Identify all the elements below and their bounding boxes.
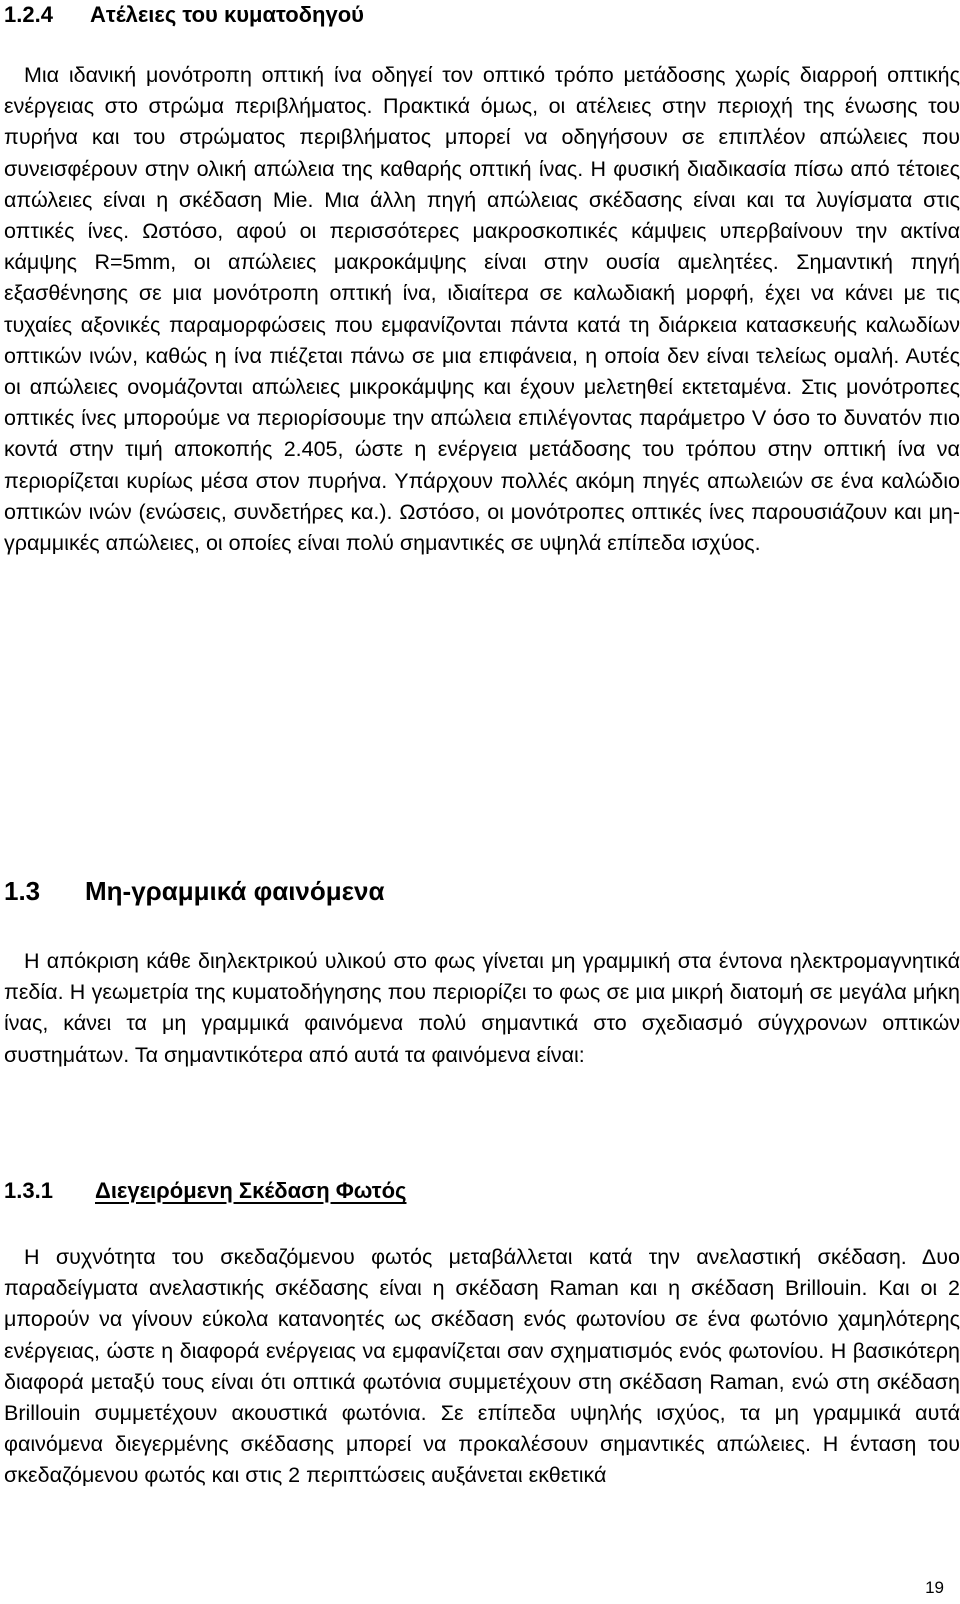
section-heading-1-3 (4, 876, 384, 907)
section-number: 1.3 (4, 876, 41, 906)
section-number: 1.3.1 (4, 1178, 53, 1203)
page-number: 19 (925, 1578, 944, 1597)
section-heading-1-3-1 (4, 1178, 406, 1204)
paragraph-stimulated-scattering: Η συχνότητα του σκεδαζόμενου φωτός μεταβάλλεται κατά την ανελαστική σκέδαση. Δυο παραδείγματα ανελαστικής σκέδασης είναι η σκέδαση Raman και η σκέδαση Brillouin. Και οι 2 μπορούν να γίνουν εύκολα κατανοητές ως σκέδαση ενός φωτονίου σε ένα φωτόνιο χαμηλότερης ενέργειας, ώστε η διαφορά ενέργειας να εμφανίζεται σαν σχηματισμός ενός φωτονίου. Η βασικότερη διαφορά μεταξύ τους είναι ότι οπτικά φωτόνια συμμετέχουν στη σκέδαση Raman, ενώ στη σκέδαση Brillouin συμμετέχουν ακουστικά φωτόνια. Σε επίπεδα υψηλής ισχύος, τα μη γραμμικά αυτά φαινόμενα διεγερμένης σκέδασης μπορεί να προκαλέσουν σημαντικές απώλειες. Η ένταση του σκεδαζόμενου φωτός και στις 2 περιπτώσεις αυξάνεται εκθετικά (4, 1245, 960, 1488)
paragraph-waveguide-imperfections: Μια ιδανική μονότροπη οπτική ίνα οδηγεί τον οπτικό τρόπο μετάδοσης χωρίς διαρροή οπτικής ενέργειας στο στρώμα περιβλήματος. Πρακτικά όμως, οι ατέλειες στην περιοχή της ένωσης του πυρήνα και του στρώματος περιβλήματος μπορεί να οδηγήσουν σε επιπλέον απώλειες που συνεισφέρουν στην ολική απώλεια της καθαρής οπτική ίνας. Η φυσική διαδικασία πίσω από τέτοιες απώλειες είναι η σκέδαση Mie. Μια άλλη πηγή απώλειας σκέδασης είναι και τα λυγίσματα στις οπτικές ίνες. Ωστόσο, αφού οι περισσότερες μακροσκοπικές κάμψεις υπερβαίνουν την ακτίνα κάμψης R=5mm, οι απώλειες μακροκάμψης είναι στην ουσία αμελητέες. Σημαντική πηγή εξασθένησης σε μια μονότροπη οπτική ίνα, ιδιαίτερα σε καλωδιακή μορφή, έχει να κάνει με τις τυχαίες αξονικές παραμορφώσεις που εμφανίζονται πάντα κατά τη διάρκεια κατασκευής καλωδίων οπτικών ινών, καθώς η ίνα πιέζεται πάνω σε μια επιφάνεια, η οποία δεν είναι τελείως ομαλή. Αυτές οι απώλειες ονομάζονται απώλειες μικροκάμψης και έχουν μελετηθεί εκτεταμένα. Στις μονότροπες οπτικές ίνες μπορούμε να περιορίσουμε την απώλεια επιλέγοντας παράμετρο V όσο το δυνατόν πιο κοντά στην τιμή αποκοπής 2.405, ώστε η ενέργεια μετάδοσης του τρόπου στην οπτική ίνα να περιορίζεται κυρίως μέσα στον πυρήνα. Υπάρχουν πολλές ακόμη πηγές απωλειών σε ένα καλώδιο οπτικών ινών (ενώσεις, συνδετήρες κα.). Ωστόσο, οι μονότροπες οπτικές ίνες παρουσιάζουν και μη-γραμμικές απώλειες, οι οποίες είναι πολύ σημαντικές σε υψηλά επίπεδα ισχύος. (4, 63, 960, 556)
section-title: Μη-γραμμικά φαινόμενα (85, 876, 385, 906)
section-title: Διεγειρόμενη Σκέδαση Φωτός (95, 1178, 407, 1203)
section-heading-1-2-4 (4, 2, 364, 28)
section-title: Ατέλειες του κυματοδηγού (90, 2, 364, 27)
paragraph-nonlinear-phenomena: Η απόκριση κάθε διηλεκτρικού υλικού στο φως γίνεται μη γραμμική στα έντονα ηλεκτρομαγνητικά πεδία. Η γεωμετρία της κυματοδήγησης που περιορίζει το φως σε μια μικρή διατομή σε μεγάλα μήκη ίνας, κάνει τα μη γραμμικά φαινόμενα πολύ σημαντικά στο σχεδιασμό σύγχρονων οπτικών συστημάτων. Τα σημαντικότερα από αυτά τα φαινόμενα είναι: (4, 949, 960, 1067)
section-number: 1.2.4 (4, 2, 53, 27)
